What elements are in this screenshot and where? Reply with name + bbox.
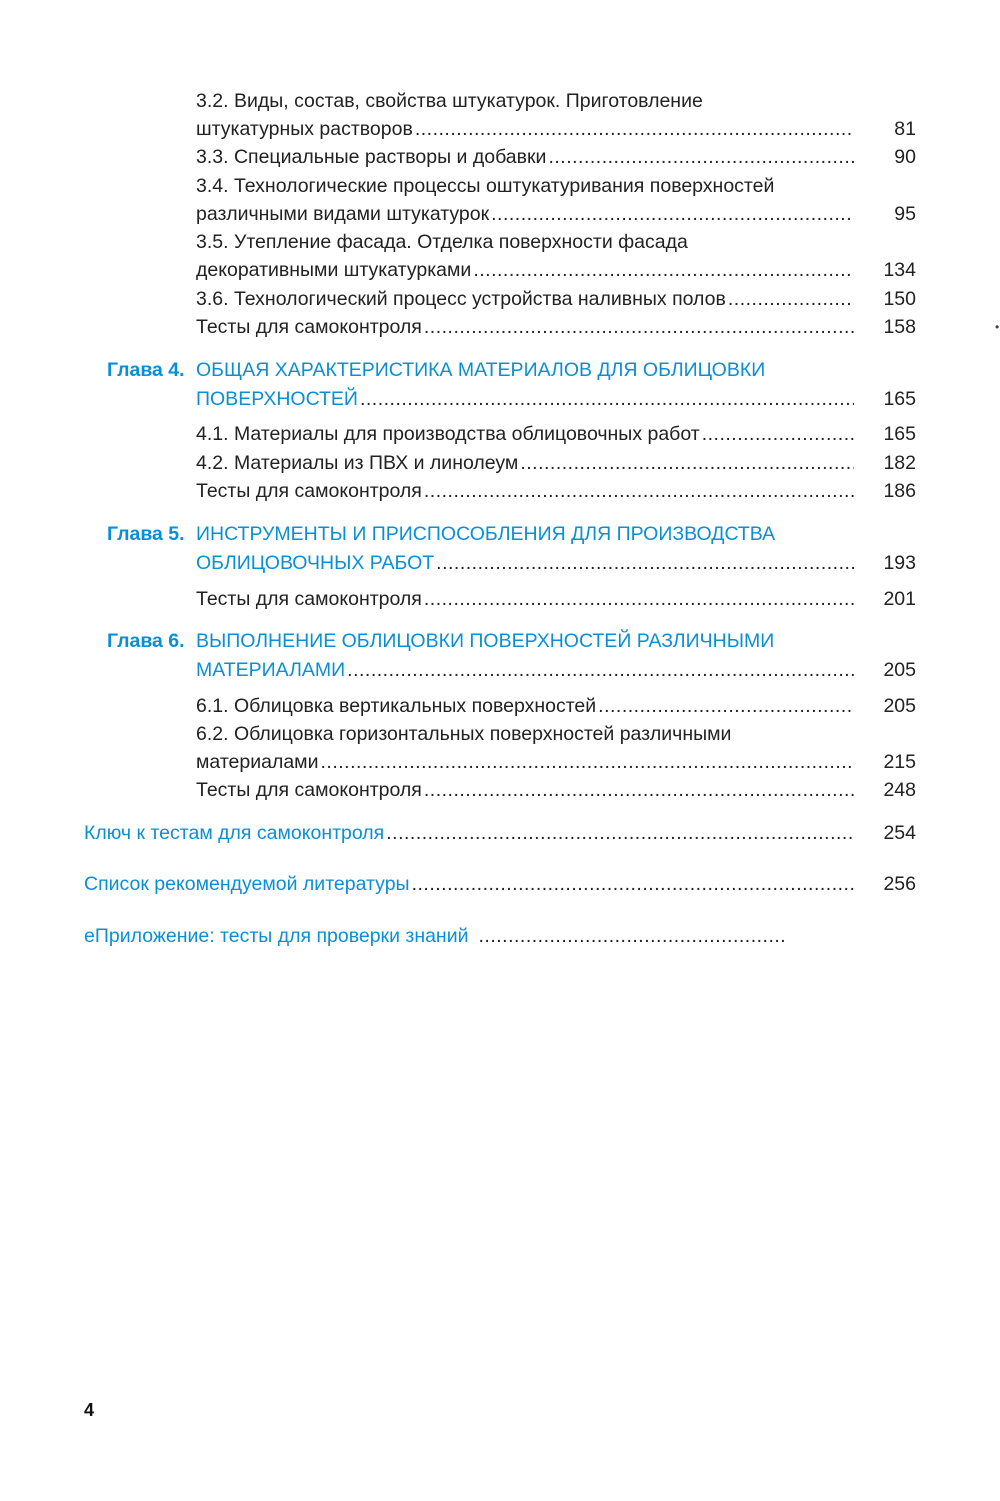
dot-leader xyxy=(320,748,854,776)
toc-entry-e-appendix-title: еПриложение: тесты для проверки знаний xyxy=(84,925,469,947)
toc-entry-literature-title: Список рекомендуемой литературы xyxy=(84,873,410,895)
page-number-tests-ch4: 186 xyxy=(883,480,916,502)
dot-leader xyxy=(520,449,854,477)
toc-entry-3-5-line2: декоративными штукатурками xyxy=(196,259,472,281)
toc-entry-tests-ch5-title: Тесты для самоконтроля xyxy=(196,588,422,610)
dot-leader xyxy=(473,256,854,284)
dot-leader xyxy=(436,549,854,577)
dot-leader xyxy=(347,656,854,684)
toc-entry-4-1[interactable] xyxy=(196,420,856,448)
dot-leader xyxy=(424,585,854,613)
toc-entry-3-2-line1: 3.2. Виды, состав, свойства штукатурок. Приготовление xyxy=(196,90,703,112)
toc-entry-6-1[interactable] xyxy=(196,692,856,720)
toc-entry-6-2[interactable] xyxy=(196,748,856,776)
toc-entry-chapter-6[interactable] xyxy=(196,656,856,684)
dot-leader xyxy=(702,420,854,448)
dot-leader xyxy=(424,313,854,341)
chapter-5-label: Глава 5. xyxy=(107,523,185,545)
page-number-test-key: 254 xyxy=(883,822,916,844)
chapter-6-title-line2: МАТЕРИАЛАМИ xyxy=(196,659,346,681)
toc-entry-tests-ch3[interactable] xyxy=(196,313,856,341)
page-number-6-1: 205 xyxy=(883,695,916,717)
toc-entry-tests-ch6-title: Тесты для самоконтроля xyxy=(196,779,422,801)
page-number-3-2: 81 xyxy=(894,118,916,140)
toc-entry-4-1-title: 4.1. Материалы для производства облицовочных работ xyxy=(196,423,700,445)
dot-leader xyxy=(479,922,787,950)
toc-entry-3-6-title: 3.6. Технологический процесс устройства наливных полов xyxy=(196,288,726,310)
toc-entry-test-key[interactable] xyxy=(84,819,856,847)
dot-leader xyxy=(415,115,854,143)
page-number-3-5: 134 xyxy=(883,259,916,281)
toc-entry-4-2[interactable] xyxy=(196,449,856,477)
toc-entry-3-4-line1: 3.4. Технологические процессы оштукатуривания поверхностей xyxy=(196,175,775,197)
toc-entry-chapter-5[interactable] xyxy=(196,549,856,577)
toc-entry-3-2-line2: штукатурных растворов xyxy=(196,118,413,140)
toc-entry-3-6[interactable] xyxy=(196,285,856,313)
page-number-chapter-4: 165 xyxy=(883,388,916,410)
toc-entry-chapter-4[interactable] xyxy=(196,385,856,413)
dot-leader xyxy=(386,819,854,847)
chapter-4-label: Глава 4. xyxy=(107,359,185,381)
toc-entry-3-5[interactable] xyxy=(196,256,856,284)
toc-entry-tests-ch5[interactable] xyxy=(196,585,856,613)
dot-leader xyxy=(548,143,854,171)
page-number-6-2: 215 xyxy=(883,751,916,773)
chapter-6-title-line1[interactable]: ВЫПОЛНЕНИЕ ОБЛИЦОВКИ ПОВЕРХНОСТЕЙ РАЗЛИЧНЫМИ xyxy=(196,630,775,652)
toc-entry-tests-ch4-title: Тесты для самоконтроля xyxy=(196,480,422,502)
page-folio-number: 4 xyxy=(84,1400,95,1420)
toc-entry-3-4-line2: различными видами штукатурок xyxy=(196,203,490,225)
toc-entry-3-2[interactable] xyxy=(196,115,856,143)
toc-entry-3-5-line1: 3.5. Утепление фасада. Отделка поверхности фасада xyxy=(196,231,688,253)
toc-entry-tests-ch6[interactable] xyxy=(196,776,856,804)
chapter-6-label: Глава 6. xyxy=(107,630,185,652)
toc-entry-6-2-line2: материалами xyxy=(196,751,319,773)
dot-leader xyxy=(728,285,854,313)
dot-leader xyxy=(424,477,854,505)
dot-leader xyxy=(598,692,854,720)
toc-entry-tests-ch4[interactable] xyxy=(196,477,856,505)
toc-entry-e-appendix[interactable] xyxy=(84,922,788,950)
dot-leader xyxy=(491,200,854,228)
chapter-4-title-line1[interactable]: ОБЩАЯ ХАРАКТЕРИСТИКА МАТЕРИАЛОВ ДЛЯ ОБЛИЦОВКИ xyxy=(196,359,766,381)
page-number-4-2: 182 xyxy=(883,452,916,474)
toc-entry-3-3[interactable] xyxy=(196,143,856,171)
page-number-chapter-5: 193 xyxy=(883,552,916,574)
toc-entry-test-key-title: Ключ к тестам для самоконтроля xyxy=(84,822,385,844)
page-number-chapter-6: 205 xyxy=(883,659,916,681)
page-number-tests-ch5: 201 xyxy=(883,588,916,610)
toc-entry-3-3-title: 3.3. Специальные растворы и добавки xyxy=(196,146,547,168)
page-number-3-6: 150 xyxy=(883,288,916,310)
page-number-literature: 256 xyxy=(883,873,916,895)
toc-entry-6-1-title: 6.1. Облицовка вертикальных поверхностей xyxy=(196,695,597,717)
margin-mark: • xyxy=(995,320,1000,334)
toc-entry-literature[interactable] xyxy=(84,870,856,898)
toc-entry-tests-ch3-title: Тесты для самоконтроля xyxy=(196,316,422,338)
dot-leader xyxy=(360,385,854,413)
chapter-5-title-line1[interactable]: ИНСТРУМЕНТЫ И ПРИСПОСОБЛЕНИЯ ДЛЯ ПРОИЗВОДСТВА xyxy=(196,523,776,545)
page-number-3-4: 95 xyxy=(894,203,916,225)
chapter-5-title-line2: ОБЛИЦОВОЧНЫХ РАБОТ xyxy=(196,552,435,574)
page-number-tests-ch6: 248 xyxy=(883,779,916,801)
toc-entry-6-2-line1: 6.2. Облицовка горизонтальных поверхностей различными xyxy=(196,723,732,745)
dot-leader xyxy=(412,870,854,898)
page-number-tests-ch3: 158 xyxy=(883,316,916,338)
dot-leader xyxy=(424,776,854,804)
page-number-4-1: 165 xyxy=(883,423,916,445)
toc-entry-3-4[interactable] xyxy=(196,200,856,228)
toc-entry-4-2-title: 4.2. Материалы из ПВХ и линолеум xyxy=(196,452,519,474)
page-number-3-3: 90 xyxy=(894,146,916,168)
chapter-4-title-line2: ПОВЕРХНОСТЕЙ xyxy=(196,388,358,410)
